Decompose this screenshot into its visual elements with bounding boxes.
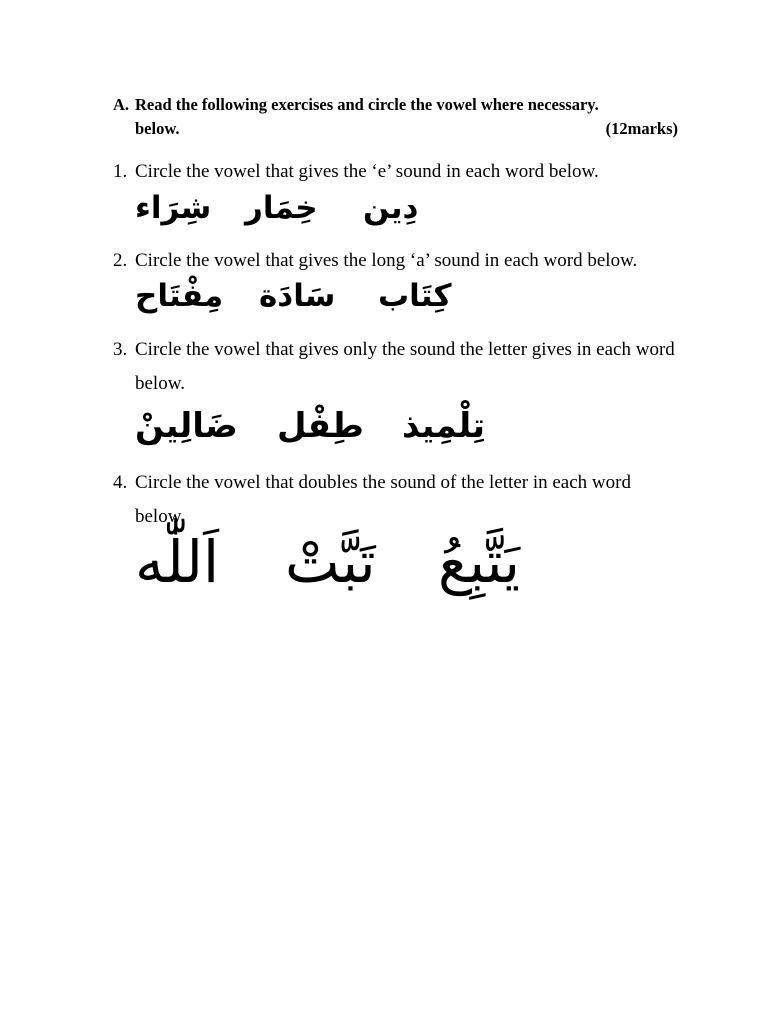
question-text: Circle the vowel that gives the ‘e’ sound in each word below. (135, 161, 599, 182)
question-number: 1. (113, 161, 128, 182)
arabic-word[interactable]: شِرَاء (135, 190, 212, 226)
arabic-word[interactable]: تِلْمِيذ (402, 406, 485, 446)
section-letter: A. (113, 95, 130, 114)
arabic-word[interactable]: اَللّٰه (135, 528, 220, 596)
arabic-word[interactable]: دِين (363, 190, 419, 226)
question-text: Circle the vowel that gives only the sound the letter gives in each word below. (135, 339, 675, 394)
section-instruction: Read the following exercises and circle the vowel where necessary. (135, 95, 599, 114)
arabic-word[interactable]: ضَالِينْ (135, 406, 238, 446)
arabic-word[interactable]: كِتَاب (378, 278, 452, 314)
arabic-word[interactable]: يَتَّبِعُ (438, 528, 521, 596)
question-number: 2. (113, 250, 128, 271)
arabic-word[interactable]: تَبَّتْ (285, 528, 376, 596)
question-text: Circle the vowel that gives the long ‘a’ sound in each word below. (135, 250, 638, 271)
arabic-word[interactable]: مِفْتَاح (135, 278, 224, 314)
question-number: 4. (113, 472, 128, 493)
arabic-word[interactable]: خِمَار (245, 190, 318, 226)
arabic-word[interactable]: سَادَة (259, 278, 336, 314)
section-marks: (12marks) (605, 119, 678, 138)
arabic-word[interactable]: طِفْل (277, 406, 364, 446)
section-instruction-continued: below. (135, 119, 180, 138)
question-number: 3. (113, 339, 128, 360)
question-text: Circle the vowel that doubles the sound of the letter in each word below. (135, 472, 631, 527)
